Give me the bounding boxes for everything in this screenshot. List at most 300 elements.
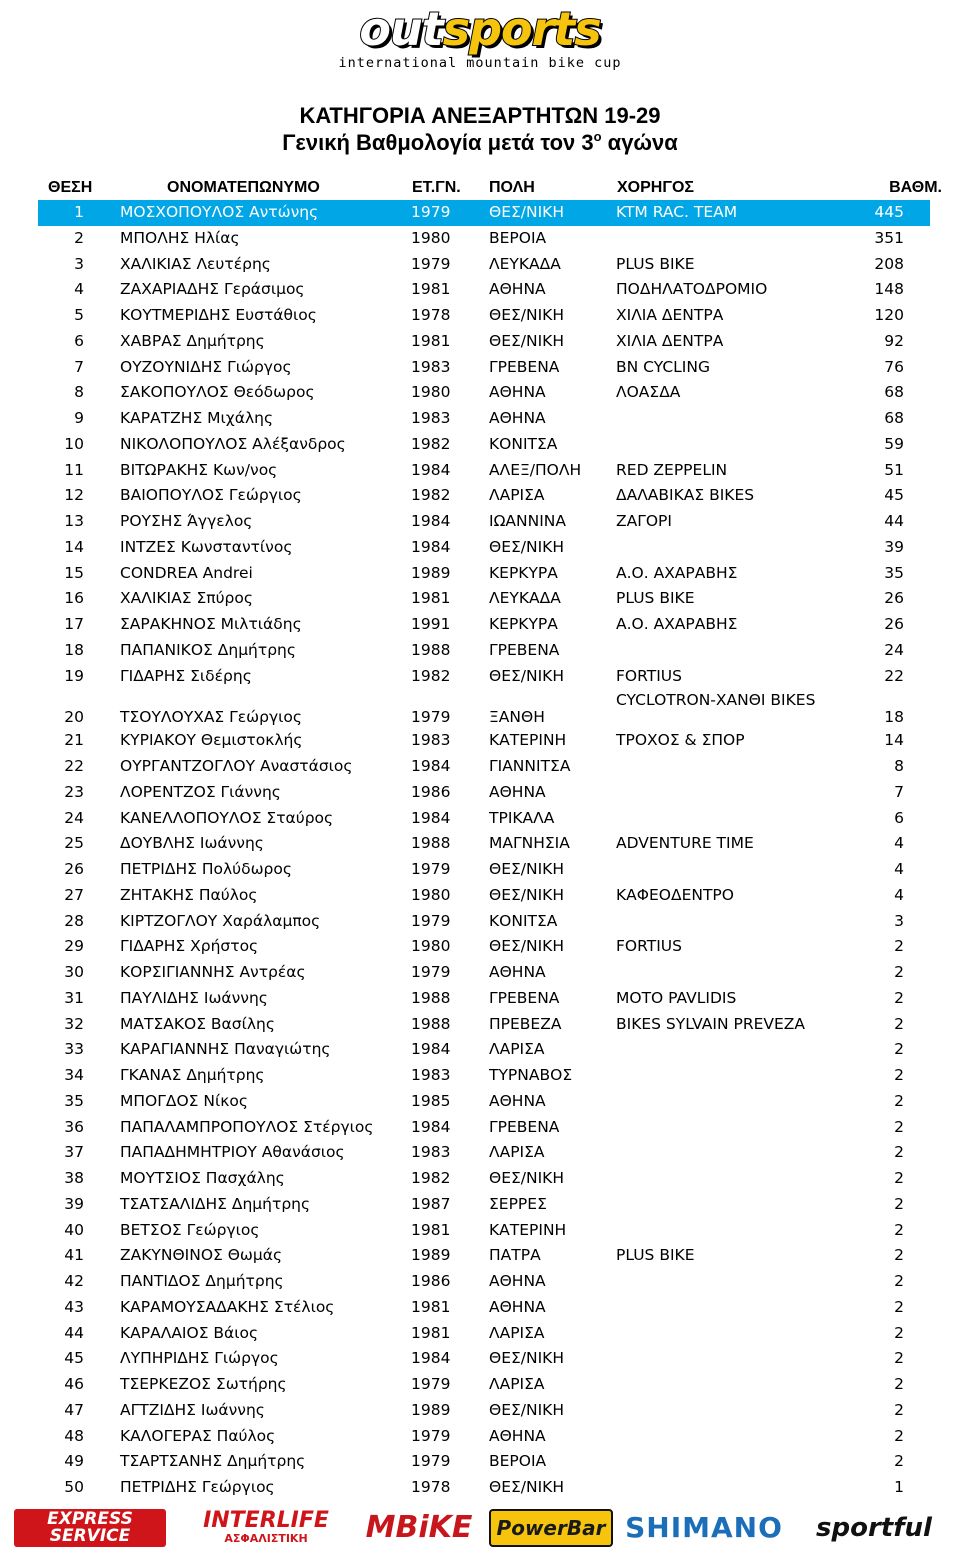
cell-points: 7 [894,782,904,801]
table-row [38,780,930,806]
table-row [38,483,930,509]
logo-wordmark [0,4,960,54]
cell-sponsor: PLUS BIKE [616,254,695,273]
cell-points: 2 [894,1014,904,1033]
cell-points: 18 [884,708,904,727]
cell-position: 38 [64,1169,84,1187]
cell-position: 15 [64,563,84,582]
table-row [38,1295,930,1321]
cell-points: 148 [874,280,904,299]
cell-birth-year: 1981 [411,331,451,350]
cell-birth-year: 1981 [411,1297,451,1316]
cell-birth-year: 1989 [411,1246,451,1265]
cell-rider-name: ΜΠΟΛΗΣ Ηλίας [120,228,240,247]
cell-points: 2 [894,1272,904,1290]
cell-points: 2 [894,1323,904,1342]
cell-position: 50 [64,1478,84,1496]
cell-rider-name: ΑΓΤΖΙΔΗΣ Ιωάννης [120,1400,265,1419]
express-service-logo: EXPRESS SERVICE [14,1509,166,1547]
cell-points: 2 [894,1452,904,1471]
cell-city: ΘΕΣ/ΝΙΚΗ [489,937,564,956]
table-row [38,1321,930,1347]
cell-city: ΑΘΗΝΑ [489,1091,546,1110]
table-row [38,355,930,381]
table-row [38,1140,930,1166]
cell-birth-year: 1983 [411,1143,451,1162]
cell-rider-name: ΠΑΝΤΙΔΟΣ Δημήτρης [120,1272,284,1290]
cell-rider-name: ΜΑΤΣΑΚΟΣ Βασίλης [120,1014,275,1033]
cell-rider-name: ΖΗΤΑΚΗΣ Παύλος [120,885,258,904]
sportful-logo: sportful [816,1513,932,1543]
cell-birth-year: 1979 [411,963,451,981]
cell-rider-name: ΠΕΤΡΙΔΗΣ Γεώργιος [120,1478,275,1496]
cell-position: 36 [64,1117,84,1136]
cell-city: ΛΑΡΙΣΑ [489,1040,545,1059]
mbike-logo-m: M [365,1510,396,1545]
subtitle-text: Γενική Βαθμολογία μετά τον 3 [282,130,594,155]
cell-birth-year: 1981 [411,1323,451,1342]
cell-points: 2 [894,1349,904,1368]
cell-position: 46 [64,1375,84,1393]
cell-position: 23 [64,782,84,801]
cell-birth-year: 1988 [411,834,451,853]
cell-birth-year: 1979 [411,911,451,930]
table-row [38,728,930,754]
table-row [38,806,930,832]
cell-position: 31 [64,988,84,1007]
cell-sponsor: ΧΙΛΙΑ ΔΕΝΤΡΑ [616,306,724,324]
cell-city: ΓΡΕΒΕΝΑ [489,357,560,376]
cell-birth-year: 1989 [411,563,451,582]
cell-rider-name: ΚΑΛΟΓΕΡΑΣ Παύλος [120,1426,276,1445]
cell-city: ΘΕΣ/ΝΙΚΗ [489,860,564,878]
cell-birth-year: 1979 [411,1375,451,1393]
cell-points: 59 [884,434,904,453]
table-row [38,277,930,303]
cell-birth-year: 1982 [411,666,451,685]
table-row-leader [38,200,930,226]
logo-subtitle: international mountain bike cup [338,55,622,71]
table-header-row [38,176,942,200]
cell-rider-name: ΤΣΑΤΣΑΛΙΔΗΣ Δημήτρης [120,1194,311,1213]
cell-city: ΚΕΡΚΥΡΑ [489,563,558,582]
cell-rider-name: ΡΟΥΣΗΣ Άγγελος [120,512,253,530]
cell-birth-year: 1984 [411,808,451,827]
cell-city: ΑΘΗΝΑ [489,409,546,427]
cell-rider-name: ΙΝΤΖΕΣ Κωνσταντίνος [120,537,293,556]
table-row [38,1398,930,1424]
cell-rider-name: ΚΑΡΑΛΑΙΟΣ Βάιος [120,1323,259,1342]
cell-city: ΛΕΥΚΑΔΑ [489,589,561,608]
cell-city: ΠΡΕΒΕΖΑ [489,1014,562,1033]
sponsor-footer [14,1509,950,1547]
cell-points: 8 [894,757,904,775]
table-row [38,909,930,935]
cell-city: ΒΕΡΟΙΑ [489,1452,547,1471]
cell-city: ΘΕΣ/ΝΙΚΗ [489,1349,564,1368]
cell-birth-year: 1986 [411,1272,451,1290]
cell-rider-name: ΧΑΒΡΑΣ Δημήτρης [120,331,265,350]
cell-points: 3 [894,911,904,930]
cell-position: 33 [64,1040,84,1059]
table-row [38,1243,930,1269]
cell-points: 35 [884,563,904,582]
header-points: ΒΑΘΜ. [889,179,942,196]
cell-birth-year: 1983 [411,409,451,427]
cell-position: 25 [64,834,84,853]
cell-points: 4 [894,834,904,853]
cell-position: 3 [74,254,84,273]
cell-birth-year: 1984 [411,757,451,775]
cell-sponsor: ΤΡΟΧΟΣ & ΣΠΟΡ [616,731,745,750]
cell-position: 34 [64,1066,84,1084]
cell-sponsor: ΧΙΛΙΑ ΔΕΝΤΡΑ [616,331,724,350]
cell-rider-name: ΧΑΛΙΚΙΑΣ Σπύρος [120,589,253,608]
cell-position: 43 [64,1297,84,1316]
header-city: ΠΟΛΗ [489,179,535,196]
cell-rider-name: ΝΙΚΟΛΟΠΟΥΛΟΣ Αλέξανδρος [120,434,346,453]
cell-birth-year: 1982 [411,486,451,505]
cell-city: ΛΕΥΚΑΔΑ [489,254,561,273]
table-row [38,831,930,857]
cell-sponsor: RED ZEPPELIN [616,460,728,479]
table-row [38,561,930,587]
cell-city: ΓΙΑΝΝΙΤΣΑ [489,757,571,775]
cell-points: 445 [874,203,904,221]
table-row [38,1449,930,1475]
cell-birth-year: 1984 [411,537,451,556]
cell-points: 2 [894,1246,904,1265]
cell-city: ΛΑΡΙΣΑ [489,1375,545,1393]
cell-rider-name: ΤΣΕΡΚΕΖΟΣ Σωτήρης [120,1375,287,1393]
table-row [38,1012,930,1038]
cell-city: ΘΕΣ/ΝΙΚΗ [489,537,564,556]
cell-city: ΘΕΣ/ΝΙΚΗ [489,203,564,221]
cell-position: 35 [64,1091,84,1110]
table-row [38,1424,930,1450]
cell-sponsor: ΠΟΔΗΛΑΤΟΔΡΟΜΙΟ [616,280,768,299]
cell-city: ΑΘΗΝΑ [489,963,546,981]
cell-city: ΚΟΝΙΤΣΑ [489,434,558,453]
cell-points: 22 [884,666,904,685]
cell-birth-year: 1979 [411,708,451,727]
cell-rider-name: ΜΟΥΤΣΙΟΣ Πασχάλης [120,1169,285,1187]
cell-points: 2 [894,1426,904,1445]
cell-rider-name: ΚΙΡΤΖΟΓΛΟΥ Χαράλαμπος [120,911,321,930]
cell-birth-year: 1988 [411,1014,451,1033]
table-body [38,200,930,1501]
cell-birth-year: 1978 [411,1478,451,1496]
cell-birth-year: 1979 [411,203,451,221]
cell-position: 7 [74,357,84,376]
cell-rider-name: ΜΠΟΓΔΟΣ Νίκος [120,1091,248,1110]
table-row [38,1037,930,1063]
cell-points: 68 [884,409,904,427]
cell-sponsor: PLUS BIKE [616,589,695,608]
cell-points: 2 [894,1066,904,1084]
cell-rider-name: ΓΚΑΝΑΣ Δημήτρης [120,1066,265,1084]
table-row [38,406,930,432]
cell-points: 44 [884,512,904,530]
interlife-logo [176,1509,356,1547]
cell-position: 47 [64,1400,84,1419]
cell-points: 14 [884,731,904,750]
cell-position: 37 [64,1143,84,1162]
cell-points: 351 [874,228,904,247]
cell-birth-year: 1980 [411,383,451,402]
cell-city: ΑΘΗΝΑ [489,1426,546,1445]
cell-position: 29 [64,937,84,956]
cell-birth-year: 1984 [411,1040,451,1059]
table-row [38,380,930,406]
cell-position: 18 [64,640,84,659]
table-row [38,1372,930,1398]
cell-birth-year: 1979 [411,1426,451,1445]
cell-birth-year: 1980 [411,228,451,247]
table-row [38,1115,930,1141]
cell-position: 22 [64,757,84,775]
cell-city: ΑΘΗΝΑ [489,280,546,299]
cell-sponsor: ΚΑΦΕΟΔΕΝΤΡΟ [616,885,734,904]
cell-rider-name: ΚΟΡΣΙΓΙΑΝΝΗΣ Αντρέας [120,963,306,981]
cell-birth-year: 1991 [411,615,451,633]
table-row [38,883,930,909]
table-row [38,1063,930,1089]
cell-points: 2 [894,1143,904,1162]
cell-rider-name: ΖΑΧΑΡΙΑΔΗΣ Γεράσιμος [120,280,305,299]
cell-city: ΘΕΣ/ΝΙΚΗ [489,885,564,904]
cell-city: ΤΥΡΝΑΒΟΣ [489,1066,573,1084]
cell-position: 9 [74,409,84,427]
cell-position: 24 [64,808,84,827]
cell-position: 42 [64,1272,84,1290]
table-row [38,432,930,458]
cell-rider-name: ΔΟΥΒΛΗΣ Ιωάννης [120,834,264,853]
cell-points: 45 [884,486,904,505]
standings-subtitle [0,130,960,156]
cell-points: 24 [884,640,904,659]
table-row [38,986,930,1012]
cell-points: 4 [894,860,904,878]
cell-city: ΚΟΝΙΤΣΑ [489,911,558,930]
cell-birth-year: 1984 [411,1117,451,1136]
interlife-logo-text: INTERLIFE [203,1508,329,1533]
header-name: ΟΝΟΜΑΤΕΠΩΝΥΜΟ [167,179,320,196]
cell-position: 26 [64,860,84,878]
cell-points: 68 [884,383,904,402]
cell-sponsor: Α.Ο. ΑΧΑΡΑΒΗΣ [616,615,738,633]
header-position: ΘΕΣΗ [48,179,93,196]
table-row [38,934,930,960]
cell-position: 11 [64,460,84,479]
cell-sponsor: BN CYCLING [616,357,710,376]
cell-position: 10 [64,434,84,453]
table-row [38,1192,930,1218]
cell-sponsor: ΔΑΛΑΒΙΚΑΣ BIKES [616,486,755,505]
cell-rider-name: ΧΑΛΙΚΙΑΣ Λευτέρης [120,254,271,273]
cell-points: 2 [894,1220,904,1239]
header-sponsor: ΧΟΡΗΓΟΣ [617,179,695,196]
cell-birth-year: 1983 [411,1066,451,1084]
cell-birth-year: 1984 [411,512,451,530]
cell-position: 44 [64,1323,84,1342]
cell-city: ΣΕΡΡΕΣ [489,1194,547,1213]
cell-city: ΤΡΙΚΑΛΑ [489,808,555,827]
cell-birth-year: 1988 [411,640,451,659]
cell-city: ΒΕΡΟΙΑ [489,228,547,247]
cell-rider-name: ΟΥΖΟΥΝΙΔΗΣ Γιώργος [120,357,292,376]
cell-rider-name: ΖΑΚΥΝΘΙΝΟΣ Θωμάς [120,1246,283,1265]
cell-birth-year: 1988 [411,988,451,1007]
cell-rider-name: ΜΟΣΧΟΠΟΥΛΟΣ Αντώνης [120,203,319,221]
cell-birth-year: 1986 [411,782,451,801]
outsports-logo [0,0,960,75]
cell-position: 30 [64,963,84,981]
cell-birth-year: 1984 [411,460,451,479]
cell-birth-year: 1979 [411,860,451,878]
cell-city: ΑΛΕΞ/ΠΟΛΗ [489,460,582,479]
cell-position: 17 [64,615,84,633]
cell-city: ΚΑΤΕΡΙΝΗ [489,1220,567,1239]
cell-rider-name: ΣΑΡΑΚΗΝΟΣ Μιλτιάδης [120,615,302,633]
cell-city: ΑΘΗΝΑ [489,383,546,402]
cell-position: 6 [74,331,84,350]
cell-points: 4 [894,885,904,904]
table-row [38,509,930,535]
logo-word-sports: sports [442,2,601,56]
table-row [38,612,930,638]
cell-rider-name: ΛΟΡΕΝΤΖΟΣ Γιάννης [120,782,281,801]
cell-city: ΙΩΑΝΝΙΝΑ [489,512,566,530]
cell-birth-year: 1981 [411,589,451,608]
cell-points: 2 [894,1169,904,1187]
cell-rider-name: CONDREA Andrei [120,563,253,582]
table-row [38,586,930,612]
cell-city: ΛΑΡΙΣΑ [489,1323,545,1342]
cell-sponsor: ADVENTURE TIME [616,834,754,853]
cell-position: 41 [64,1246,84,1265]
cell-city: ΚΕΡΚΥΡΑ [489,615,558,633]
cell-rider-name: ΠΑΥΛΙΔΗΣ Ιωάννης [120,988,268,1007]
cell-points: 208 [874,254,904,273]
table-row [38,1218,930,1244]
cell-city: ΓΡΕΒΕΝΑ [489,640,560,659]
cell-city: ΘΕΣ/ΝΙΚΗ [489,306,564,324]
cell-city: ΑΘΗΝΑ [489,782,546,801]
shimano-logo: SHIMANO [625,1511,783,1544]
table-row [38,1089,930,1115]
cell-rider-name: ΚΑΡΑΤΖΗΣ Μιχάλης [120,409,274,427]
cell-points: 120 [874,306,904,324]
cell-city: ΞΑΝΘΗ [489,708,545,727]
cell-sponsor: ΛΟΑΣΔΑ [616,383,681,402]
cell-position: 40 [64,1220,84,1239]
subtitle-text-end: αγώνα [601,130,678,155]
table-row [38,1346,930,1372]
cell-rider-name: ΛΥΠΗΡΙΔΗΣ Γιώργος [120,1349,279,1368]
table-row [38,535,930,561]
cell-sponsor: PLUS BIKE [616,1246,695,1265]
cell-birth-year: 1979 [411,1452,451,1471]
cell-position: 19 [64,666,84,685]
cell-birth-year: 1979 [411,254,451,273]
cell-city: ΚΑΤΕΡΙΝΗ [489,731,567,750]
cell-sponsor: ΖΑΓΟΡΙ [616,512,672,530]
table-row [38,1166,930,1192]
cell-rider-name: ΒΙΤΩΡΑΚΗΣ Κων/νος [120,460,278,479]
header-birth-year: ΕΤ.ΓΝ. [412,179,461,196]
cell-birth-year: 1985 [411,1091,451,1110]
cell-rider-name: ΤΣΑΡΤΣΑΝΗΣ Δημήτρης [120,1452,306,1471]
cell-rider-name: ΒΕΤΣΟΣ Γεώργιος [120,1220,260,1239]
cell-position: 2 [74,228,84,247]
cell-birth-year: 1978 [411,306,451,324]
table-row [38,664,930,690]
cell-position: 20 [64,708,84,727]
table-row [38,689,930,728]
cell-position: 48 [64,1426,84,1445]
cell-points: 26 [884,615,904,633]
table-row [38,458,930,484]
cell-birth-year: 1982 [411,1169,451,1187]
powerbar-logo: PowerBar [489,1509,613,1547]
interlife-logo-subtext: ΑΣΦΑΛΙΣΤΙΚΗ [224,1532,308,1545]
cell-birth-year: 1984 [411,1349,451,1368]
mbike-logo-rest: BiKE [395,1510,473,1545]
cell-position: 13 [64,512,84,530]
cell-position: 39 [64,1194,84,1213]
cell-position: 45 [64,1349,84,1368]
cell-points: 2 [894,1297,904,1316]
cell-sponsor: FORTIUS [616,937,682,956]
cell-city: ΑΘΗΝΑ [489,1272,546,1290]
cell-rider-name: ΓΙΔΑΡΗΣ Σιδέρης [120,666,252,685]
table-row [38,329,930,355]
cell-position: 27 [64,885,84,904]
cell-rider-name: ΠΕΤΡΙΔΗΣ Πολύδωρος [120,860,292,878]
cell-city: ΑΘΗΝΑ [489,1297,546,1316]
cell-position: 49 [64,1452,84,1471]
table-row [38,252,930,278]
cell-points: 2 [894,988,904,1007]
cell-sponsor: FORTIUS [616,666,682,685]
cell-birth-year: 1981 [411,1220,451,1239]
cell-position: 12 [64,486,84,505]
cell-points: 2 [894,1375,904,1393]
cell-position: 32 [64,1014,84,1033]
cell-points: 1 [894,1478,904,1496]
mbike-logo [359,1509,479,1547]
cell-points: 39 [884,537,904,556]
cell-city: ΘΕΣ/ΝΙΚΗ [489,666,564,685]
cell-rider-name: ΚΑΡΑΜΟΥΣΑΔΑΚΗΣ Στέλιος [120,1297,335,1316]
cell-city: ΘΕΣ/ΝΙΚΗ [489,331,564,350]
cell-points: 6 [894,808,904,827]
cell-rider-name: ΤΣΟΥΛΟΥΧΑΣ Γεώργιος [120,708,302,727]
cell-points: 92 [884,331,904,350]
cell-position: 16 [64,589,84,608]
table-row [38,960,930,986]
cell-birth-year: 1989 [411,1400,451,1419]
cell-birth-year: 1982 [411,434,451,453]
table-row [38,754,930,780]
cell-position: 4 [74,280,84,299]
cell-points: 2 [894,1194,904,1213]
cell-birth-year: 1980 [411,885,451,904]
cell-city: ΘΕΣ/ΝΙΚΗ [489,1478,564,1496]
cell-rider-name: ΟΥΡΓΑΝΤΖΟΓΛΟΥ Αναστάσιος [120,757,353,775]
cell-city: ΜΑΓΝΗΣΙΑ [489,834,570,853]
